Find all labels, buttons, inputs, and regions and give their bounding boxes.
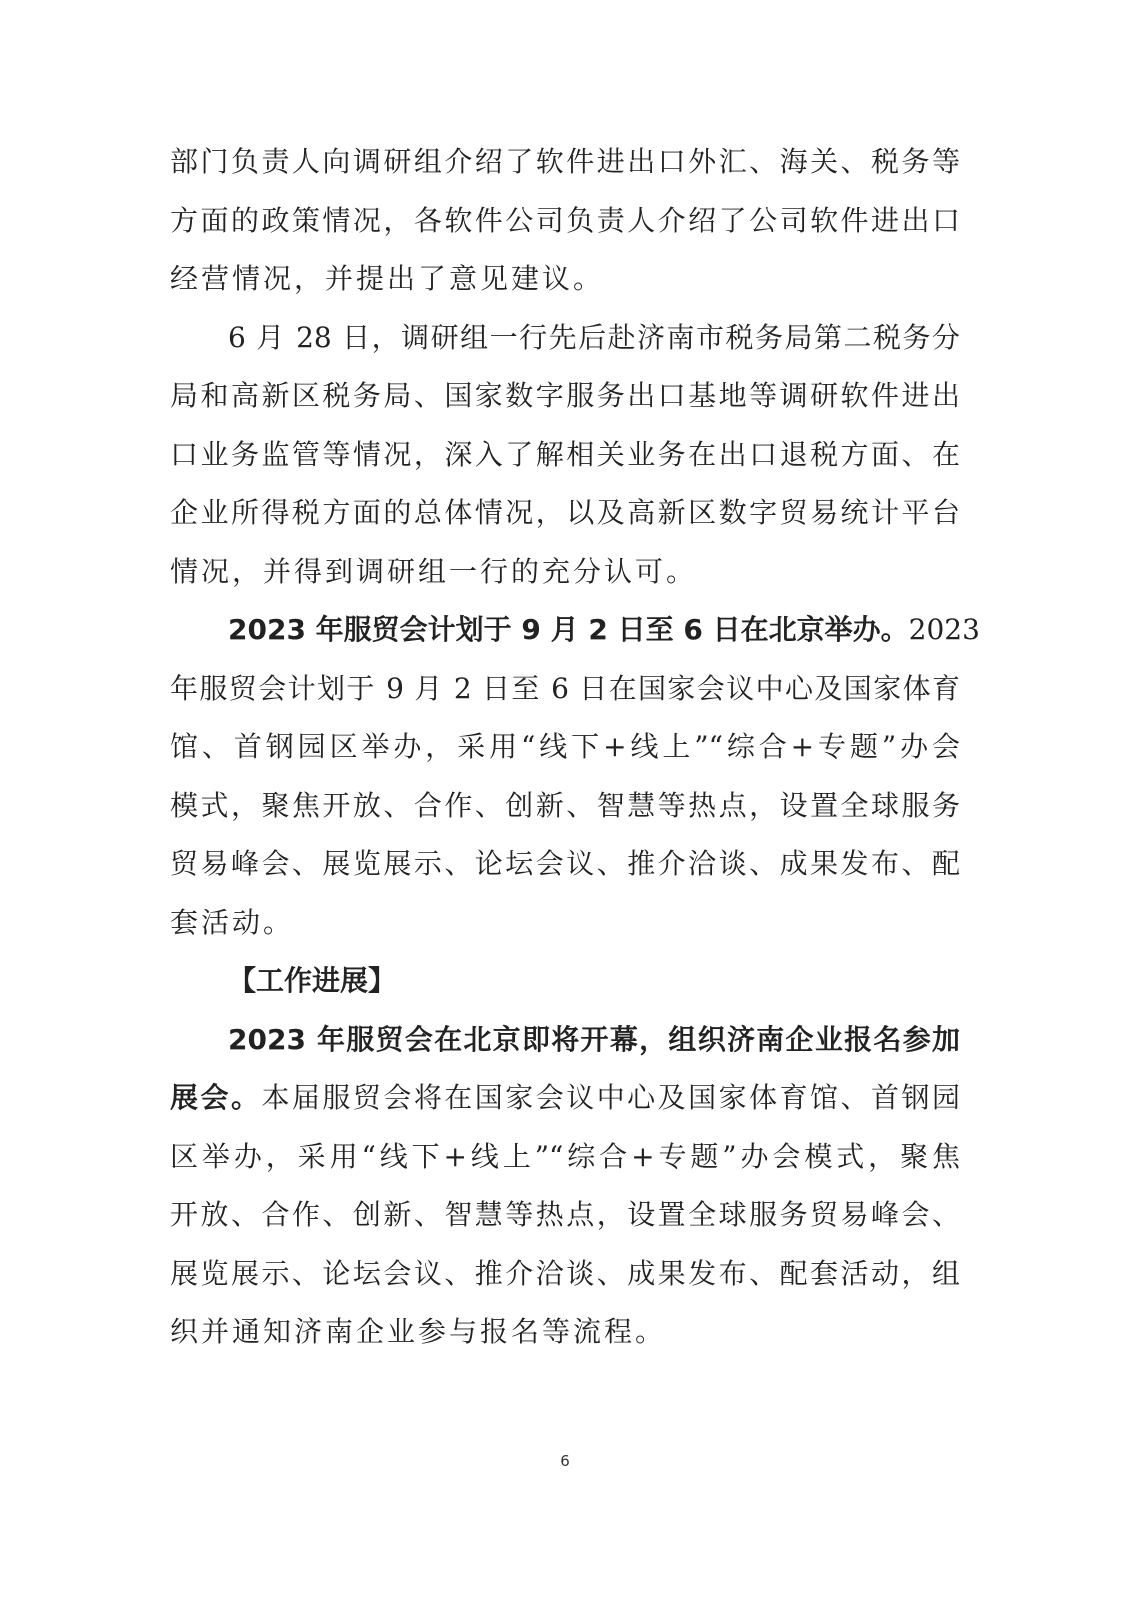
section-heading <box>170 952 960 1011</box>
section-heading-text: 【工作进展】 <box>228 964 397 997</box>
text-line <box>170 1069 960 1128</box>
paragraph <box>170 133 960 309</box>
text-line: 套活动。 <box>170 905 295 939</box>
paragraph <box>170 601 980 952</box>
text-line: 6 月 28 日，调研组一行先后赴济南市税务局第二税务分 <box>228 320 960 354</box>
text-line: 区举办，采用“线下+线上”“综合+专题”办会模式，聚焦 <box>170 1139 960 1173</box>
paragraph-lead-rest: 本届服贸会将在国家会议中心及国家体育馆、首钢园 <box>261 1081 960 1114</box>
paragraph <box>170 309 960 602</box>
text-line: 展览展示、论坛会议、推介洽谈、成果发布、配套活动，组 <box>170 1256 960 1290</box>
text-line: 织并通知济南企业参与报名等流程。 <box>170 1315 667 1348</box>
text-line: 开放、合作、创新、智慧等热点，设置全球服务贸易峰会、 <box>170 1198 960 1231</box>
text-line: 经营情况，并提出了意见建议。 <box>170 262 605 295</box>
text-line: 方面的政策情况，各软件公司负责人介绍了公司软件进出口 <box>170 203 960 237</box>
text-line: 馆、首钢园区举办，采用“线下+线上”“综合+专题”办会 <box>170 730 960 763</box>
document-body <box>170 133 980 1362</box>
paragraph-lead-bold: 2023 年服贸会计划于 9 月 2 日至 6 日在北京举办。 <box>228 613 909 646</box>
text-line: 局和高新区税务局、国家数字服务出口基地等调研软件进出 <box>170 379 960 412</box>
page-number: 6 <box>560 1452 570 1470</box>
paragraph-lead-rest: 2023 <box>908 613 980 646</box>
paragraph-lead-bold: 展会。 <box>170 1081 262 1114</box>
text-line: 情况，并得到调研组一行的充分认可。 <box>170 554 698 588</box>
text-line: 部门负责人向调研组介绍了软件进出口外汇、海关、税务等 <box>170 145 960 178</box>
text-line <box>170 601 980 660</box>
text-line: 贸易峰会、展览展示、论坛会议、推介洽谈、成果发布、配 <box>170 847 960 880</box>
paragraph <box>170 1011 960 1362</box>
text-line: 企业所得税方面的总体情况，以及高新区数字贸易统计平台 <box>170 496 960 529</box>
text-line: 2023 年服贸会在北京即将开幕，组织济南企业报名参加 <box>228 1022 960 1056</box>
text-line: 模式，聚焦开放、合作、创新、智慧等热点，设置全球服务 <box>170 788 960 822</box>
text-line: 口业务监管等情况，深入了解相关业务在出口退税方面、在 <box>170 437 960 471</box>
text-line: 年服贸会计划于 9 月 2 日至 6 日在国家会议中心及国家体育 <box>170 671 960 705</box>
